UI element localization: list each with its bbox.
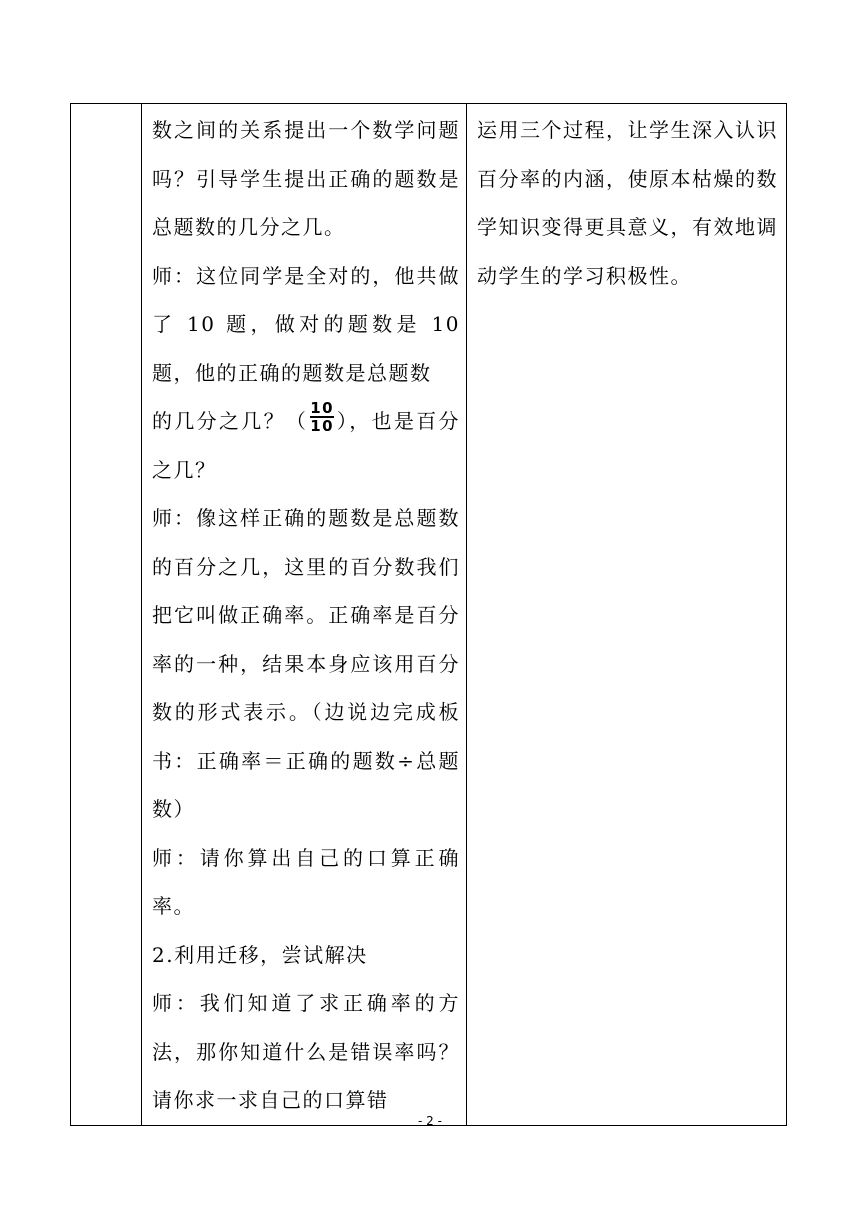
paragraph: 师：我们知道了求正确率的方法，那你知道什么是错误率吗？请你求一求自己的口算错 <box>152 991 460 1112</box>
page-number: - 2 - <box>418 1114 442 1128</box>
teaching-process-cell <box>142 104 467 1126</box>
fraction-numerator: 10 <box>310 398 335 417</box>
section-heading: 2.利用迁移，尝试解决 <box>152 942 368 967</box>
paragraph-with-fraction <box>152 397 460 494</box>
paragraph: 师：这位同学是全对的，他共做了 10 题，做对的题数是 10 题，他的正确的题数是总题数 <box>152 263 460 385</box>
text-segment: 的几分之几？（ <box>152 409 309 433</box>
empty-cell <box>71 104 142 1126</box>
paragraph: 师：请你算出自己的口算正确率。 <box>152 845 460 918</box>
paragraph: 运用三个过程，让学生深入认识百分率的内涵，使原本枯燥的数学知识变得更具意义，有效地调动学生的学习积极性。 <box>477 118 778 288</box>
table-row <box>71 104 787 1126</box>
text-segment: ），也是百分之几？ <box>152 409 461 482</box>
lesson-table <box>70 103 787 1126</box>
paragraph: 数之间的关系提出一个数学问题吗？引导学生提出正确的题数是总题数的几分之几。 <box>152 118 460 239</box>
paragraph: 师：像这样正确的题数是总题数的百分之几，这里的百分数我们把它叫做正确率。正确率是百分率的一种，结果本身应该用百分数的形式表示。（边说边完成板书：正确率＝正确的题数÷总题数） <box>152 506 460 821</box>
fraction-denominator: 10 <box>310 416 335 435</box>
fraction <box>310 400 334 434</box>
design-intent-cell <box>467 104 787 1126</box>
